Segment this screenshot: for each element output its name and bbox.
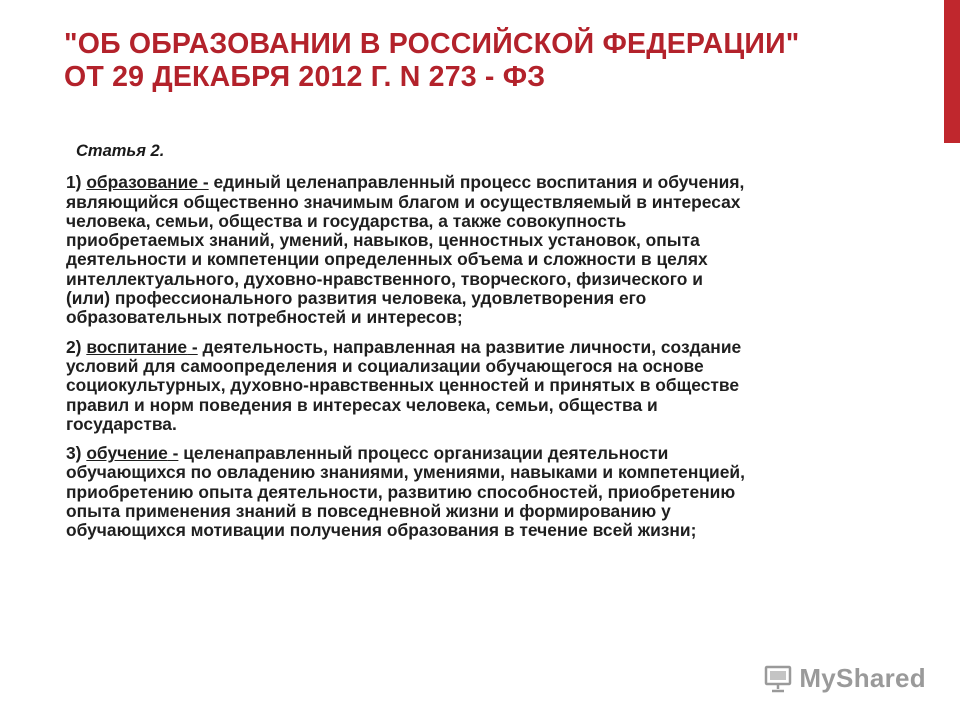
definition-item — [66, 444, 916, 540]
slide-title — [64, 28, 904, 94]
definition-first-line: 2) воспитание - деятельность, направленная на развитие личности, создание — [66, 336, 742, 357]
definition-line: интеллектуального, духовно-нравственного, творческого, физического и — [66, 268, 703, 289]
defined-term: образование - — [86, 172, 209, 193]
article-heading: Статья 2. — [76, 142, 165, 160]
definition-line: образовательных потребностей и интересов; — [66, 307, 463, 328]
definition-line: человека, семьи, общества и государства, а также совокупность — [66, 210, 627, 231]
definition-line: обучающихся мотивации получения образования в течение всей жизни; — [66, 520, 697, 541]
accent-bar — [944, 0, 960, 143]
definition-line: приобретению опыта деятельности, развитию способностей, приобретению — [66, 481, 736, 502]
definition-line: правил и норм поведения в интересах человека, семьи, общества и — [66, 394, 658, 415]
slide-title-line-2: ОТ 29 ДЕКАБРЯ 2012 Г. N 273 - ФЗ — [64, 61, 546, 93]
watermark — [763, 663, 926, 694]
definition-line: условий для самоопределения и социализации обучающегося на основе — [66, 355, 704, 376]
definition-first-line: 3) обучение - целенаправленный процесс организации деятельности — [66, 443, 669, 464]
slide-title-line-1: "ОБ ОБРАЗОВАНИИ В РОССИЙСКОЙ ФЕДЕРАЦИИ" — [64, 28, 800, 60]
definition-item — [66, 173, 916, 327]
slide-body — [66, 142, 916, 551]
item-number: 1) — [66, 172, 82, 193]
item-number: 3) — [66, 443, 82, 464]
definition-line: опыта применения знаний в повседневной жизни и формированию у — [66, 501, 671, 522]
definition-line: обучающихся по овладению знаниями, умениями, навыками и компетенцией, — [66, 462, 745, 483]
definition-item — [66, 338, 916, 434]
watermark-text: MyShared — [799, 663, 926, 693]
projector-screen-icon — [763, 664, 793, 694]
definition-line: являющийся общественно значимым благом и осуществляемый в интересах — [66, 191, 741, 212]
definition-line: социокультурных, духовно-нравственных ценностей и принятых в обществе — [66, 375, 740, 396]
definition-line: (или) профессионального развития человека, удовлетворения его — [66, 288, 647, 309]
defined-term: обучение - — [86, 443, 179, 464]
item-number: 2) — [66, 336, 82, 357]
definition-first-line: 1) образование - единый целенаправленный процесс воспитания и обучения, — [66, 172, 745, 193]
definition-line: деятельности и компетенции определенных объема и сложности в целях — [66, 249, 708, 270]
defined-term: воспитание - — [86, 336, 198, 357]
definition-line: приобретаемых знаний, умений, навыков, ценностных установок, опыта — [66, 230, 700, 251]
definition-line: государства. — [66, 413, 177, 434]
